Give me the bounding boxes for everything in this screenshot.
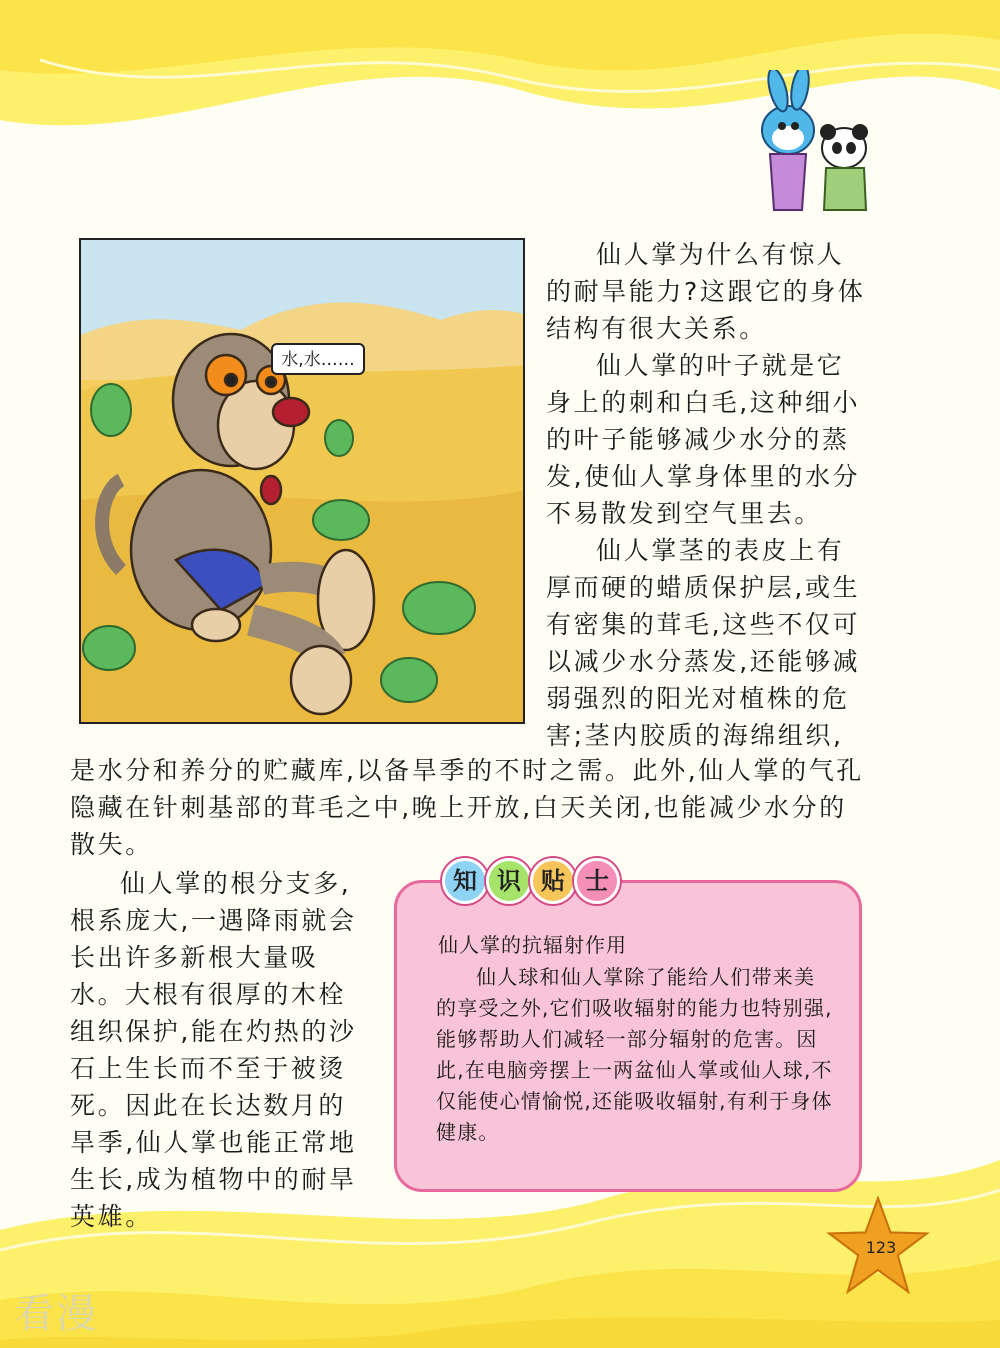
- mascot-characters-illustration: [740, 70, 880, 220]
- paragraph: 是水分和养分的贮藏库,以备旱季的不时之需。此外,仙人掌的气孔隐藏在针刺基部的茸毛之中,晚上开放,白天关闭,也能减少水分的散失。: [70, 756, 864, 859]
- right-text-column: [546, 236, 868, 754]
- comic-panel: [79, 238, 525, 724]
- paragraph: 仙人掌为什么有惊人的耐旱能力?这跟它的身体结构有很大关系。: [546, 240, 866, 343]
- desert-monkey-illustration: [81, 240, 525, 724]
- paragraph: 仙人掌的叶子就是它身上的刺和白毛,这种细小的叶子能够减少水分的蒸发,使仙人掌身体里的水分不易散发到空气里去。: [546, 351, 861, 528]
- knowledge-tip-heading: [442, 858, 618, 904]
- paragraph: 仙人掌的根分支多,根系庞大,一遇降雨就会长出许多新根大量吸水。大根有很厚的木栓组织保护,能在灼热的沙石上生长而不至于被烫死。因此在长达数月的旱季,仙人掌也能正常地生长,成为植物中的耐旱英雄。: [70, 869, 357, 1231]
- tip-badge: 士: [574, 858, 620, 904]
- tip-badge: 知: [442, 858, 488, 904]
- watermark-text: 看漫: [14, 1291, 98, 1337]
- tip-badge: 识: [486, 858, 532, 904]
- left-text-column: [70, 865, 370, 1235]
- tip-title: 仙人掌的抗辐射作用: [438, 933, 627, 957]
- tip-badge: 贴: [530, 858, 576, 904]
- full-width-text: [70, 752, 870, 863]
- tip-body: 仙人球和仙人掌除了能给人们带来美的享受之外,它们吸收辐射的能力也特别强,能够帮助人们减轻一部分辐射的危害。因此,在电脑旁摆上一两盆仙人掌或仙人球,不仅能使心情愉悦,还能吸收辐射,有利于身体健康。: [436, 965, 833, 1144]
- paragraph: 仙人掌茎的表皮上有厚而硬的蜡质保护层,或生有密集的茸毛,这些不仅可以减少水分蒸发,还能够减弱强烈的阳光对植株的危害;茎内胶质的海绵组织,: [546, 536, 861, 750]
- speech-bubble: 水,水……: [271, 343, 365, 375]
- page-number: 123: [865, 1238, 897, 1257]
